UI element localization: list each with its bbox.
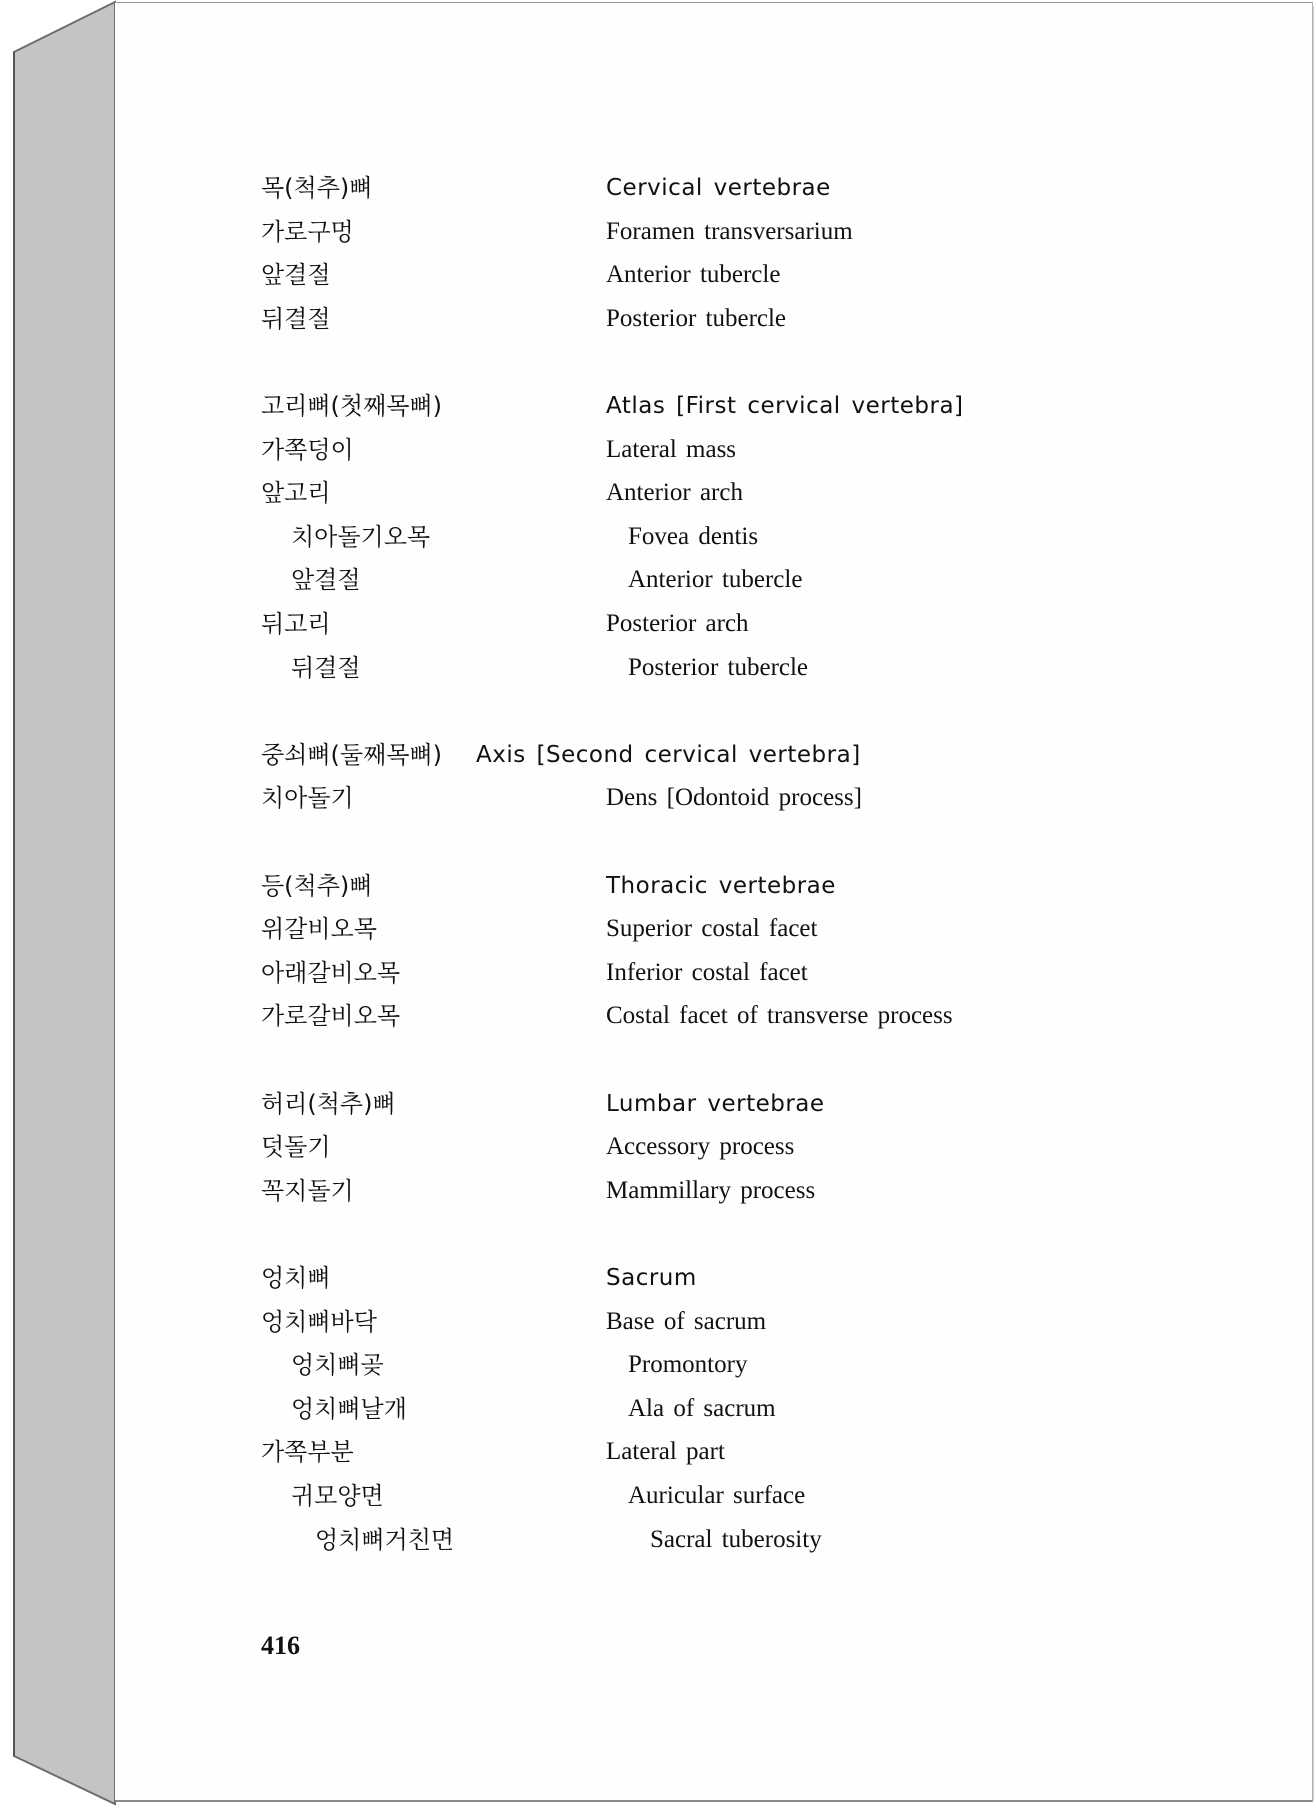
term-entry (115, 1345, 1313, 1385)
korean-term: 귀모양면 (291, 1482, 384, 1510)
page-number: 416 (261, 1631, 300, 1660)
english-term: Anterior arch (606, 479, 743, 507)
term-entry (115, 560, 1313, 600)
english-term: Foramen transversarium (606, 217, 853, 245)
english-term: Fovea dentis (628, 522, 759, 550)
english-term: Posterior arch (606, 610, 749, 637)
english-term: Lumbar vertebrae (606, 1090, 825, 1117)
korean-term: 목(척추)뼈 (261, 174, 373, 202)
korean-term: 위갈비오목 (261, 915, 377, 944)
term-entry (115, 604, 1313, 644)
term-entry (115, 1302, 1313, 1342)
term-entry (115, 212, 1313, 252)
korean-term: 가로구멍 (261, 217, 354, 246)
english-term: Ala of sacrum (628, 1394, 776, 1422)
term-entry (115, 909, 1313, 949)
term-entry (115, 473, 1313, 513)
term-entry (115, 866, 1313, 906)
term-entry (115, 1084, 1313, 1124)
term-entry (115, 1520, 1313, 1560)
term-entry (115, 778, 1313, 818)
term-entry (115, 168, 1313, 208)
term-entry (115, 1127, 1313, 1167)
english-term: Base of sacrum (606, 1307, 767, 1335)
korean-term: 엉치뼈곶 (291, 1351, 384, 1380)
english-term: Costal facet of transverse process (606, 1002, 953, 1030)
term-entry (115, 386, 1313, 426)
korean-term: 엉치뼈거친면 (315, 1525, 455, 1554)
korean-term: 꼭지돌기 (261, 1176, 354, 1205)
korean-term: 뒤고리 (261, 610, 331, 638)
english-term: Sacral tuberosity (650, 1525, 822, 1553)
term-entry (115, 1389, 1313, 1429)
english-term: Lateral part (606, 1438, 725, 1466)
korean-term: 아래갈비오목 (261, 958, 401, 987)
english-term: Auricular surface (628, 1482, 806, 1509)
korean-term: 앞결절 (291, 566, 361, 595)
english-term: Inferior costal facet (606, 958, 808, 986)
english-term: Promontory (628, 1351, 748, 1379)
english-term: Axis [Second cervical vertebra] (476, 741, 861, 768)
term-entry (115, 1432, 1313, 1472)
term-entry (115, 430, 1313, 470)
term-entry (115, 255, 1313, 295)
korean-term: 고리뼈(첫째목뼈) (261, 392, 443, 420)
term-entry (115, 996, 1313, 1036)
korean-term: 가쪽부분 (261, 1438, 354, 1467)
english-term: Atlas [First cervical vertebra] (606, 393, 964, 419)
term-entry (115, 735, 1313, 775)
korean-term: 앞고리 (261, 479, 331, 508)
term-entry (115, 1171, 1313, 1211)
korean-term: 덧돌기 (261, 1133, 331, 1162)
english-term: Posterior tubercle (606, 304, 787, 332)
korean-term: 가쪽덩이 (261, 435, 354, 464)
term-entry (115, 299, 1313, 339)
english-term: Accessory process (606, 1133, 795, 1161)
korean-term: 치아돌기오목 (291, 522, 431, 551)
korean-term: 등(척추)뼈 (261, 871, 373, 900)
korean-term: 중쇠뼈(둘째목뼈) (261, 740, 443, 769)
english-term: Posterior tubercle (628, 653, 809, 681)
english-term: Dens [Odontoid process] (606, 784, 862, 812)
english-term: Anterior tubercle (606, 261, 781, 289)
english-term: Cervical vertebrae (606, 175, 831, 201)
korean-term: 허리(척추)뼈 (261, 1089, 396, 1118)
english-term: Anterior tubercle (628, 566, 803, 594)
korean-term: 가로갈비오목 (261, 1002, 401, 1031)
korean-term: 엉치뼈날개 (291, 1394, 407, 1423)
term-entry (115, 517, 1313, 557)
english-term: Lateral mass (606, 435, 737, 463)
book-page (115, 2, 1313, 1802)
korean-term: 뒤결절 (261, 304, 331, 333)
korean-term: 엉치뼈 (261, 1264, 331, 1292)
korean-term: 뒤결절 (291, 653, 361, 682)
english-term: Thoracic vertebrae (606, 872, 836, 899)
term-entry (115, 1258, 1313, 1298)
korean-term: 엉치뼈바닥 (261, 1307, 377, 1336)
term-entry (115, 1476, 1313, 1516)
korean-term: 치아돌기 (261, 784, 354, 813)
korean-term: 앞결절 (261, 261, 331, 290)
english-term: Sacrum (606, 1265, 697, 1291)
english-term: Superior costal facet (606, 915, 818, 943)
term-entry (115, 648, 1313, 688)
english-term: Mammillary process (606, 1176, 816, 1204)
term-entry (115, 953, 1313, 993)
